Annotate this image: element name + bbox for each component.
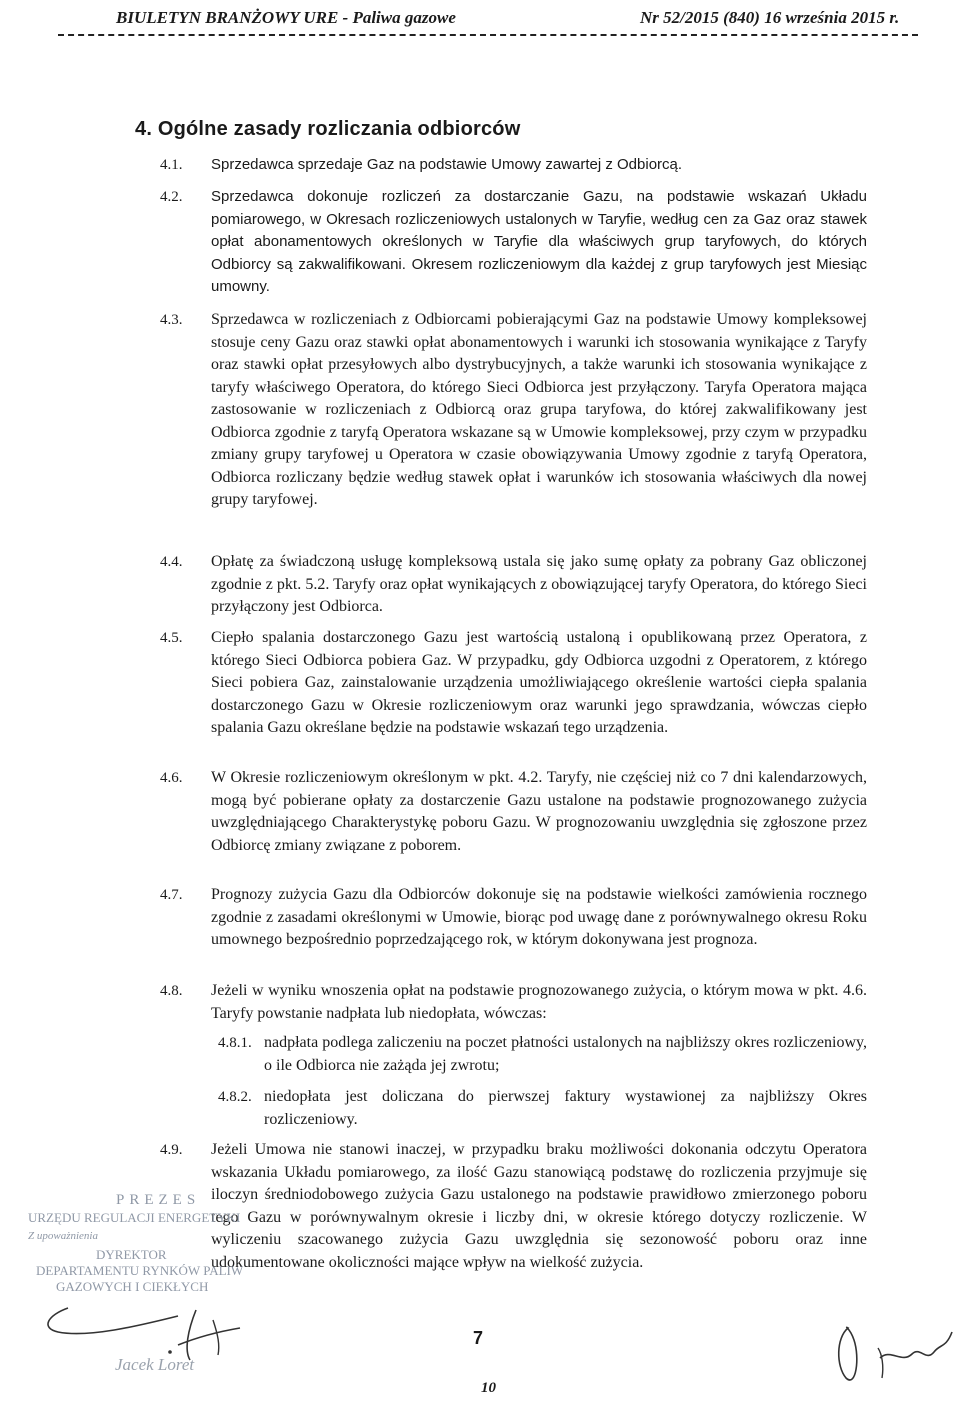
stamp-line: DEPARTAMENTU RYNKÓW PALIW — [36, 1263, 244, 1278]
clause-number: 4.8.1. — [218, 1035, 252, 1051]
bulletin-page-number: 10 — [481, 1380, 496, 1396]
clause-number: 4.8. — [160, 983, 183, 999]
clause-number: 4.6. — [160, 770, 183, 786]
clause-number: 4.7. — [160, 887, 183, 903]
clause-number: 4.8.2. — [218, 1089, 252, 1105]
clause-text: niedopłata jest doliczana do pierwszej faktury wystawionej za najbliższy Okres rozliczeniowy. — [264, 1088, 867, 1128]
clause-text: Jeżeli Umowa nie stanowi inaczej, w przypadku braku możliwości dokonania odczytu Operatora wskazania Układu pomiarowego, za ilość Gazu stanowiącą podstawę do rozliczenia przyjmuje się iloczyn średniodobowego zużycia Gazu ustalonego na podstawie prawidłowo zmierzonego poboru tego Gazu w porównywalnym okresie i liczby dni, w okresie którego dotyczy rozliczenie. W wyliczeniu szacowanego zużycia Gazu uwzględnia się sezonowość poboru oraz inne udokumentowane okoliczności mające wpływ na wielkość zużycia. — [211, 1141, 867, 1271]
clause-text: Ciepło spalania dostarczonego Gazu jest wartością ustaloną i opublikowaną przez Operatora, z którego Sieci Odbiorca pobiera Gaz. W przypadku, gdy Odbiorca uzgodni z Operatorem, z którego Sieci pobiera Gaz, zainstalowanie urządzenia umożliwiającego określenie wartości ciepła spalania dostarczonego Gazu w Okresie rozliczeniowym oraz warunki jego sprawdzania, wówczas ciepło spalania Gazu określane będzie na podstawie wskazań tego urządzenia. — [211, 629, 867, 736]
clause-number: 4.2. — [160, 189, 183, 205]
stamp-line: DYREKTOR — [96, 1247, 167, 1262]
issue-info: Nr 52/2015 (840) 16 września 2015 r. — [640, 8, 900, 27]
clause-text: nadpłata podlega zaliczeniu na poczet płatności ustalonych na najbliższy okres rozliczeniowy, o ile Odbiorca nie zażąda jej zwrotu; — [264, 1034, 867, 1074]
clause-text: Sprzedawca dokonuje rozliczeń za dostarczanie Gazu, na podstawie wskazań Układu pomiarowego, w Okresach rozliczeniowych ustalonych w Taryfie, według cen za Gaz oraz stawek opłat abonamentowych określonych w Taryfie dla właściwych grup taryfowych, do których Odbiorcy są zakwalifikowani. Okresem rozliczeniowym dla każdej z grup taryfowych jest Miesiąc umowny. — [211, 188, 867, 295]
clause-text: Jeżeli w wyniku wnoszenia opłat na podstawie prognozowanego zużycia, o którym mowa w pkt. 4.6. Taryfy powstanie nadpłata lub niedopłata, wówczas: — [211, 982, 867, 1022]
header-divider — [58, 34, 918, 36]
clause-text: Sprzedawca sprzedaje Gaz na podstawie Umowy zawartej z Odbiorcą. — [211, 156, 683, 173]
signatory-name: Jacek Loret — [115, 1355, 195, 1374]
clause-text: W Okresie rozliczeniowym określonym w pkt. 4.2. Taryfy, nie częściej niż co 7 dni kalendarzowych, mogą być pobierane opłaty za dostarczenie Gazu ustalone na podstawie prognozowanego zużycia uwzględniającego Charakterystykę poboru Gazu. W prognozowaniu uwzględnia się zgłoszone przez Odbiorcę zmiany związane z poborem. — [211, 769, 867, 854]
clause-number: 4.4. — [160, 554, 183, 570]
clause-number: 4.1. — [160, 157, 183, 173]
stamp-line: Z upoważnienia — [28, 1230, 98, 1242]
clause-number: 4.5. — [160, 630, 183, 646]
clause-number: 4.9. — [160, 1142, 183, 1158]
clause-text: Opłatę za świadczoną usługę kompleksową ustala się jako sumę opłaty za pobrany Gaz obliczonej zgodnie z pkt. 5.2. Taryfy oraz opłat wynikających z obowiązującej taryfy Operatora, do którego Sieci przyłączony jest Odbiorca. — [211, 553, 867, 615]
running-header — [0, 0, 960, 42]
publication-title: BIULETYN BRANŻOWY URE - Paliwa gazowe — [116, 8, 456, 27]
stamp-line: URZĘDU REGULACJI ENERGETYKI — [28, 1210, 241, 1225]
clause-text: Sprzedawca w rozliczeniach z Odbiorcami pobierającymi Gaz na podstawie Umowy kompleksowej stosuje ceny Gazu oraz stawki opłat abonamentowych i warunki ich stosowania wynikające z Taryfy oraz stawki opłat przesyłowych albo dystrybucyjnych, a także warunki ich stosowania wynikające z taryfy właściwego Operatora, do którego Sieci Odbiorca jest przyłączony. Taryfa Operatora mająca zastosowanie w rozliczeniach z Odbiorcą oraz grupa taryfowa, do której zakwalifikowany jest Odbiorca zgodnie z taryfą Operatora wskazane są w Umowie kompleksowej, przy czym w przypadku zmiany grupy taryfowej u Operatora w czasie obowiązywania Umowy zgodnie z taryfą Operatora, Odbiorca rozliczany będzie według stawek opłat i warunków ich stosowania właściwych dla nowej grupy taryfowej. — [211, 311, 867, 508]
section-title: 4. Ogólne zasady rozliczania odbiorców — [135, 118, 521, 140]
handwritten-initials-right — [830, 1318, 958, 1390]
page-number: 7 — [473, 1328, 484, 1348]
clause-number: 4.3. — [160, 312, 183, 328]
stamp-line: GAZOWYCH I CIEKŁYCH — [56, 1279, 209, 1294]
stamp-line: PREZES — [116, 1192, 201, 1208]
clause-text: Prognozy zużycia Gazu dla Odbiorców dokonuje się na podstawie wielkości zamówienia rocznego zgodnie z zasadami określonymi w Umowie, biorąc pod uwagę dane z porównywalnego okresu Roku umownego bezpośrednio poprzedzającego rok, w którym dokonywana jest prognoza. — [211, 886, 867, 948]
